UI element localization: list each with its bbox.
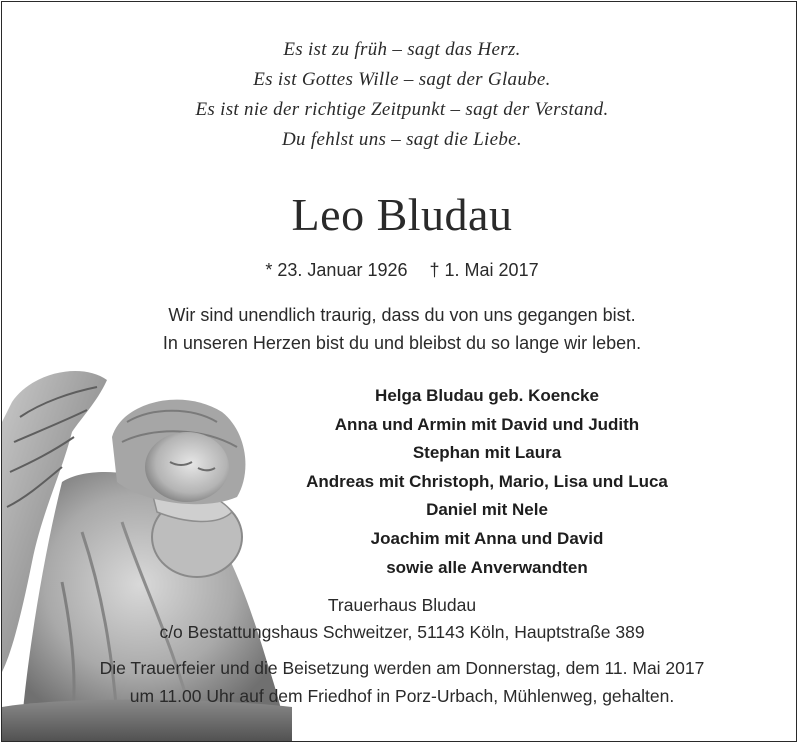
- mourners-list: [287, 382, 687, 582]
- poem: [2, 35, 797, 155]
- mourner-line: Helga Bludau geb. Koencke: [375, 386, 599, 405]
- address-line: c/o Bestattungshaus Schweitzer, 51143 Köln, Hauptstraße 389: [159, 622, 645, 642]
- poem-line: Es ist zu früh – sagt das Herz.: [283, 39, 521, 60]
- mourner-line: Stephan mit Laura: [412, 443, 562, 463]
- death-date: † 1. Mai 2017: [429, 260, 539, 280]
- obituary-frame: [1, 1, 797, 742]
- mourner-line: Joachim mit Anna und David: [370, 528, 604, 548]
- poem-line: Es ist nie der richtige Zeitpunkt – sagt der Verstand.: [195, 99, 609, 120]
- mourner-line: Daniel mit Nele: [426, 500, 548, 520]
- deceased-name: Leo Bludau: [291, 189, 513, 240]
- funeral-line: um 11.00 Uhr auf dem Friedhof in Porz-Urbach, Mühlenweg, gehalten.: [129, 686, 675, 706]
- message-line: In unseren Herzen bist du und bleibst du so lange wir leben.: [162, 333, 642, 353]
- address-line: Trauerhaus Bludau: [327, 595, 477, 615]
- life-dates: [2, 257, 797, 283]
- condolence-message: [2, 301, 797, 357]
- message-line: Wir sind unendlich traurig, dass du von uns gegangen bist.: [168, 305, 636, 325]
- mourner-line: sowie alle Anverwandten: [386, 557, 588, 577]
- funeral-notice: [2, 654, 797, 710]
- birth-date: * 23. Januar 1926: [265, 260, 408, 280]
- mourner-line: Anna und Armin mit David und Judith: [334, 414, 640, 434]
- poem-line: Es ist Gottes Wille – sagt der Glaube.: [253, 69, 551, 90]
- poem-line: Du fehlst uns – sagt die Liebe.: [282, 129, 522, 150]
- mourning-address: [2, 592, 797, 646]
- mourner-line: Andreas mit Christoph, Mario, Lisa und Luca: [306, 471, 668, 491]
- funeral-line: Die Trauerfeier und die Beisetzung werden am Donnerstag, dem 11. Mai 2017: [99, 658, 705, 678]
